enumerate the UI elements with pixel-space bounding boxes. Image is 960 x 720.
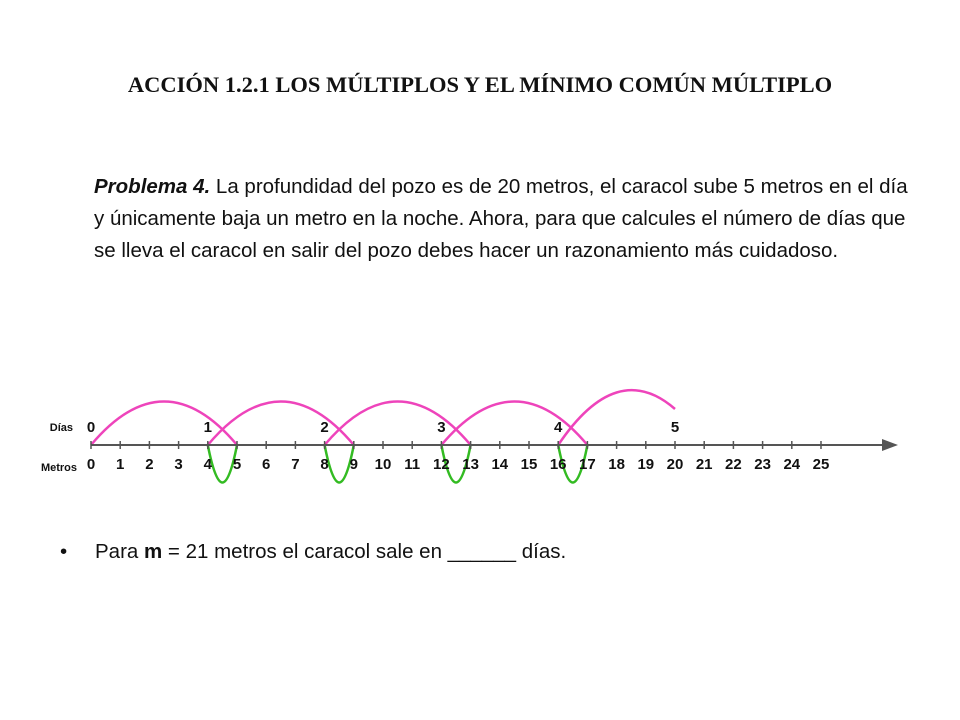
bullet-marker: •	[60, 540, 68, 563]
meter-tick-label: 14	[491, 456, 509, 473]
axis-arrowhead	[882, 439, 898, 451]
meter-tick-label: 20	[666, 456, 684, 473]
question-after: = 21 metros el caracol sale en ______ días.	[162, 540, 567, 563]
row-labels	[41, 422, 77, 474]
meter-tick-label: 7	[291, 456, 300, 473]
meter-tick-label: 10	[374, 456, 392, 473]
day-marker-label: 3	[437, 419, 446, 436]
meters-row-label: Metros	[40, 462, 77, 474]
meter-tick-label: 15	[520, 456, 538, 473]
meter-tick-label: 18	[608, 456, 625, 473]
meter-tick-label: 25	[812, 456, 830, 473]
meter-tick-label: 13	[462, 456, 479, 473]
days-row-label: Días	[49, 422, 73, 434]
meter-tick-label: 2	[145, 456, 154, 473]
day-markers	[87, 419, 679, 436]
meter-tick-label: 8	[320, 456, 329, 473]
meter-tick-label: 3	[174, 456, 183, 473]
meter-tick-label: 1	[116, 456, 125, 473]
day-marker-label: 2	[320, 419, 329, 436]
day-marker-label: 1	[203, 419, 212, 436]
meter-tick-label: 16	[549, 456, 567, 473]
page-title: ACCIÓN 1.2.1 LOS MÚLTIPLOS Y EL MÍNIMO COMÚN MÚLTIPLO	[127, 72, 833, 97]
meter-tick-label: 9	[349, 456, 358, 473]
meter-tick-label: 21	[695, 456, 713, 473]
problem-text: La profundidad del pozo es de 20 metros, el caracol sube 5 metros en el día y únicamente baja un metro en la noche. Ahora, para que calcules el número de días que se lleva el caracol en salir del pozo debes hacer un razonamiento más cuidadoso.	[94, 175, 908, 262]
meter-tick-label: 24	[783, 456, 801, 473]
day-marker-label: 0	[86, 419, 96, 436]
day-climb-arc	[558, 390, 675, 445]
meter-tick-label: 11	[404, 456, 421, 473]
meter-tick-label: 23	[754, 456, 771, 473]
meter-tick-label: 0	[86, 456, 96, 473]
meter-tick-label: 4	[203, 456, 212, 473]
meter-tick-label: 12	[433, 456, 450, 473]
day-marker-label: 5	[670, 419, 680, 436]
meter-tick-label: 5	[232, 456, 242, 473]
meter-tick-label: 19	[637, 456, 655, 473]
meter-tick-label: 6	[262, 456, 271, 473]
problem-label: Problema 4.	[94, 175, 211, 198]
day-marker-label: 4	[554, 419, 563, 436]
snail-number-line-diagram	[0, 360, 960, 500]
problem-statement	[94, 171, 909, 267]
meter-tick-label: 22	[725, 456, 742, 473]
question-text	[95, 540, 566, 564]
meter-tick-label: 17	[579, 456, 596, 473]
question-before: Para	[95, 540, 144, 563]
question-variable: m	[144, 540, 163, 563]
